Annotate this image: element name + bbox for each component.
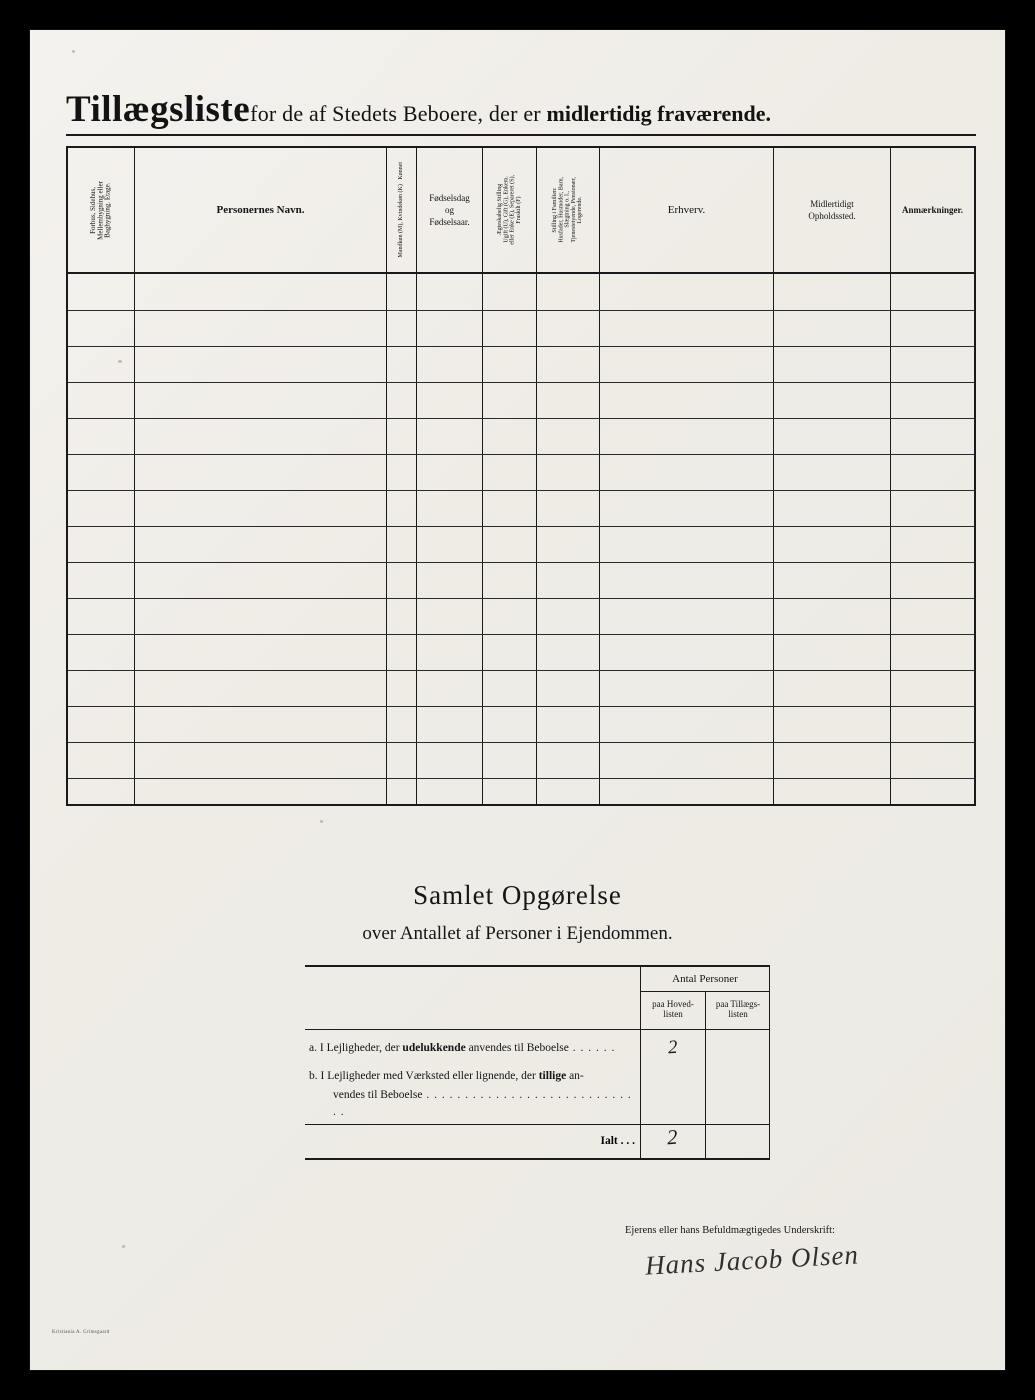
document-page [30, 30, 1005, 1370]
signature-handwriting: Hans Jacob Olsen [644, 1239, 860, 1281]
column-header-sex: Mandkøn (M), Kvindekøn (K) Kønnet [398, 162, 405, 258]
column-header-names: Personernes Navn. [216, 204, 305, 216]
summary-row-a-marker: a. [309, 1042, 317, 1054]
summary-row-b-text-pre: I Lejligheder med Værksted eller lignende, der [320, 1070, 539, 1082]
column-header-occupation: Erhverv. [667, 204, 706, 216]
summary-bottom-rule [305, 1158, 770, 1160]
page-title [66, 88, 976, 131]
paper-surface [30, 30, 1005, 1370]
printer-imprint: Kristiania A. Grimsgaard [52, 1330, 110, 1335]
summary-total-label: Ialt . . . [600, 1135, 635, 1147]
title-main-text: Tillægsliste [66, 89, 251, 130]
summary-row-a [309, 1040, 635, 1057]
table-row-rule [68, 382, 974, 383]
table-row-rule [68, 490, 974, 491]
summary-column-main-list: paa Hoved- listen [652, 999, 694, 1020]
summary-column-extra-list: paa Tillægs- listen [715, 999, 761, 1020]
summary-row-b-text-post: an- [566, 1070, 584, 1082]
table-row-rule [68, 562, 974, 563]
table-row-rule [68, 670, 974, 671]
table-row-rule [68, 526, 974, 527]
summary-row-a-text-post: anvendes til Beboelse [465, 1042, 569, 1054]
summary-row-b-marker: b. [309, 1070, 318, 1082]
table-row-rule [68, 418, 974, 419]
summary-row-b-text-bold: tillige [538, 1070, 567, 1082]
table-row-rule [68, 742, 974, 743]
column-header-temporary-residence: Midlertidigt Opholdssted. [808, 198, 856, 221]
residents-table [66, 146, 976, 806]
title-sub-text: for de af Stedets Beboere, der er [250, 101, 547, 126]
signature-label: Ejerens eller hans Befuldmægtigedes Underskrift: [625, 1225, 835, 1236]
summary-vertical-rule [705, 991, 706, 1158]
table-row-rule [68, 778, 974, 779]
scan-speck [72, 50, 75, 53]
column-header-marital: Ægteskabelig Stilling Ugift (U), Gift (G), Enkem. eller Enke (E), Separeret (S), Fraskilt (F) [496, 175, 522, 245]
table-row-rule [68, 634, 974, 635]
summary-title: Samlet Opgørelse [413, 880, 622, 910]
summary-row-a-text-bold: udelukkende [402, 1042, 466, 1054]
title-rule [66, 134, 976, 136]
table-row-rule [68, 706, 974, 707]
column-header-birth: Fødselsdag og Fødselsaar. [429, 192, 470, 228]
summary-top-rule [305, 965, 770, 967]
scan-speck [320, 820, 323, 823]
summary-vertical-rule [769, 965, 770, 1158]
summary-row-a-value-main: 2 [666, 1036, 678, 1059]
table-header [68, 148, 974, 274]
title-bold-text: midlertidig fraværende. [546, 101, 771, 126]
column-header-family-position: Stilling i Familien: Husfader, Husmoder, Barn, Slægtning o. l., Tjenestetyende, Pensionær, Logerende. [552, 177, 584, 243]
table-row-rule [68, 310, 974, 311]
table-row-rule [68, 346, 974, 347]
summary-row-a-dots: . . . . . . [568, 1042, 616, 1054]
summary-subtitle: over Antallet af Personer i Ejendommen. [362, 923, 673, 944]
summary-row-b [309, 1068, 635, 1085]
column-header-remarks: Anmærkninger. [902, 205, 963, 215]
column-header-location: Forhus, Sidehus, Mellembygning eller Baghygning. Etage. [88, 180, 112, 240]
summary-row-b-line2: vendes til Beboelse . . . . . . . . . . . . . . . . . . . . . . . . . . . . . [333, 1089, 632, 1119]
summary-row-a-text-pre: I Lejligheder, der [319, 1042, 403, 1054]
summary-table [305, 965, 770, 1160]
summary-total-value-main: 2 [666, 1124, 679, 1150]
table-row-rule [68, 598, 974, 599]
table-row-rule [68, 454, 974, 455]
summary-header-rule [305, 1029, 770, 1030]
summary-antal-personer-label: Antal Personer [672, 973, 738, 985]
scan-speck [122, 1245, 125, 1248]
